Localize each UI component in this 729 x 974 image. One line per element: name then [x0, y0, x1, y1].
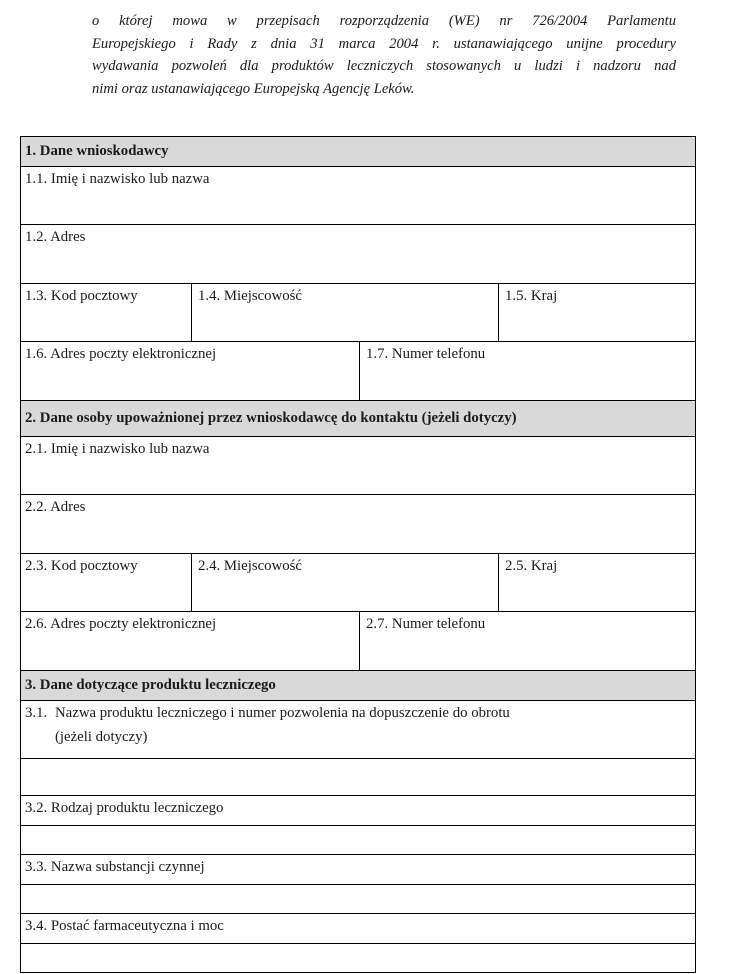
field-label: 2.1. Imię i nazwisko lub nazwa — [25, 441, 210, 457]
field-label: 2.4. Miejscowość — [198, 558, 302, 574]
applicant-address-field[interactable] — [21, 225, 695, 283]
applicant-name-field[interactable] — [21, 167, 695, 224]
applicant-postal-code-field[interactable] — [21, 284, 191, 341]
field-label: Nazwa produktu leczniczego i numer pozwolenia na dopuszczenie do obrotu — [55, 705, 510, 721]
section-2-title: 2. Dane osoby upoważnionej przez wnioskodawcę do kontaktu (jeżeli dotyczy) — [25, 410, 517, 426]
pharmaceutical-form-input[interactable] — [20, 944, 696, 973]
field-row-3-3-label — [20, 855, 696, 885]
active-substance-input[interactable] — [20, 885, 696, 914]
product-type-input[interactable] — [20, 826, 696, 855]
field-row-2-2 — [20, 495, 696, 554]
contact-postal-code-field[interactable] — [21, 554, 191, 611]
field-label: 2.5. Kraj — [505, 558, 558, 574]
contact-address-field[interactable] — [21, 495, 695, 553]
section-1-title: 1. Dane wnioskodawcy — [25, 143, 169, 159]
field-label: 1.5. Kraj — [505, 288, 558, 304]
section-2-header — [20, 401, 696, 437]
applicant-email-field[interactable] — [21, 342, 359, 400]
field-label: 2.6. Adres poczty elektronicznej — [25, 616, 217, 632]
field-row-2-3-5 — [20, 554, 696, 612]
contact-name-field[interactable] — [21, 437, 695, 494]
product-name-label — [21, 701, 695, 758]
product-name-input[interactable] — [20, 759, 696, 796]
field-number: 3.1. — [25, 705, 48, 721]
contact-city-field[interactable] — [191, 554, 498, 611]
field-label: 1.4. Miejscowość — [198, 288, 302, 304]
field-row-2-6-7 — [20, 612, 696, 671]
section-3-title: 3. Dane dotyczące produktu leczniczego — [25, 677, 276, 693]
field-label: 1.3. Kod pocztowy — [25, 288, 138, 304]
intro-line: o której mowa w przepisach rozporządzenia (WE) nr 726/2004 Parlamentu — [92, 13, 676, 29]
field-label: 2.7. Numer telefonu — [366, 616, 486, 632]
field-row-2-1 — [20, 437, 696, 495]
section-1-header — [20, 136, 696, 167]
field-label: 3.2. Rodzaj produktu leczniczego — [25, 800, 224, 816]
field-row-1-2 — [20, 225, 696, 284]
pharmaceutical-form-label — [21, 914, 695, 943]
field-label: 1.2. Adres — [25, 229, 86, 245]
contact-phone-field[interactable] — [359, 612, 695, 670]
intro-line: wydawania pozwoleń dla produktów leczniczych stosowanych u ludzi i nadzoru nad — [92, 58, 676, 75]
product-type-label — [21, 796, 695, 825]
applicant-phone-field[interactable] — [359, 342, 695, 400]
field-label-continuation: (jeżeli dotyczy) — [55, 729, 148, 745]
contact-country-field[interactable] — [498, 554, 695, 611]
applicant-country-field[interactable] — [498, 284, 695, 341]
field-row-3-1-label — [20, 701, 696, 759]
field-row-3-2-label — [20, 796, 696, 826]
contact-email-field[interactable] — [21, 612, 359, 670]
applicant-city-field[interactable] — [191, 284, 498, 341]
intro-line: nimi oraz ustanawiającego Europejską Agencję Leków. — [92, 80, 415, 97]
field-label: 1.7. Numer telefonu — [366, 346, 486, 362]
field-label: 2.2. Adres — [25, 499, 86, 515]
section-3-header — [20, 671, 696, 701]
field-label: 2.3. Kod pocztowy — [25, 558, 138, 574]
field-label: 3.3. Nazwa substancji czynnej — [25, 859, 205, 875]
field-row-3-4-label — [20, 914, 696, 944]
intro-line: Europejskiego i Rady z dnia 31 marca 2004 r. ustanawiającego unijne procedury — [92, 35, 676, 52]
active-substance-label — [21, 855, 695, 884]
field-row-1-3-5 — [20, 284, 696, 342]
application-form — [20, 136, 696, 973]
field-row-1-6-7 — [20, 342, 696, 401]
field-label: 3.4. Postać farmaceutyczna i moc — [25, 918, 224, 934]
field-label: 1.1. Imię i nazwisko lub nazwa — [25, 171, 210, 187]
field-label: 1.6. Adres poczty elektronicznej — [25, 346, 217, 362]
intro-paragraph — [92, 10, 676, 100]
field-row-1-1 — [20, 167, 696, 225]
